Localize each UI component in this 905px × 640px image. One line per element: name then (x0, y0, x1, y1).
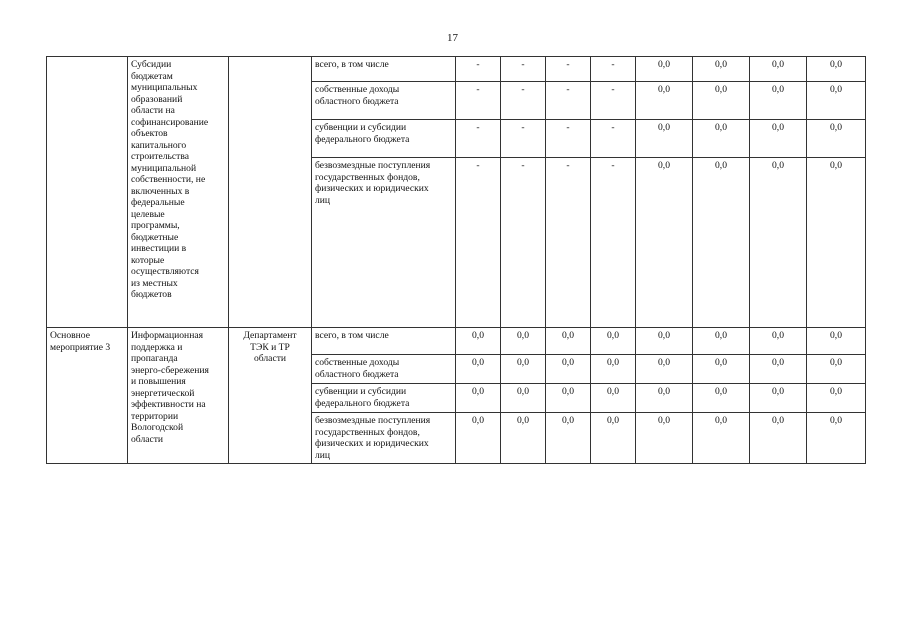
measure-name-line: энергетической (131, 387, 195, 399)
executor-line: ТЭК и ТР (250, 341, 290, 353)
value-cell: 0,0 (456, 328, 501, 355)
funding-source-line: всего, в том числе (315, 330, 389, 341)
value-cell: 0,0 (750, 413, 807, 464)
funding-source-cell (312, 355, 456, 384)
funding-source-line: областного бюджета (315, 95, 399, 107)
measure-name-line: капитального (131, 139, 187, 151)
funding-source-line: государственных фондов, (315, 171, 420, 183)
measure-name-line: пропаганда (131, 353, 178, 364)
value-cell: - (501, 57, 546, 82)
value-cell: - (546, 158, 591, 328)
value-cell: 0,0 (636, 82, 693, 120)
value-cell: - (501, 158, 546, 328)
value-cell: 0,0 (456, 413, 501, 464)
measure-name-line: целевые (131, 208, 165, 220)
measure-name-line: которые (131, 254, 165, 266)
funding-source-line: федерального бюджета (315, 397, 410, 409)
measure-name-line: федеральные (131, 197, 185, 208)
value-cell: 0,0 (807, 328, 866, 355)
measure-name-line: строительства (131, 151, 190, 162)
table-body (47, 57, 866, 464)
funding-source-cell (312, 384, 456, 413)
value-cell: 0,0 (636, 413, 693, 464)
value-cell: 0,0 (546, 384, 591, 413)
funding-source-line: лиц (315, 449, 331, 461)
value-cell: 0,0 (501, 328, 546, 355)
value-cell: 0,0 (636, 355, 693, 384)
value-cell: 0,0 (807, 355, 866, 384)
value-cell: 0,0 (750, 355, 807, 384)
page-number: 17 (447, 32, 458, 44)
funding-source-line: государственных фондов, (315, 426, 420, 438)
measure-name-line: муниципальных (131, 82, 198, 93)
table-row (47, 328, 866, 355)
value-cell: 0,0 (807, 57, 866, 82)
value-cell: 0,0 (693, 384, 750, 413)
value-cell: 0,0 (807, 82, 866, 120)
value-cell: 0,0 (591, 355, 636, 384)
value-cell: 0,0 (807, 413, 866, 464)
value-cell: 0,0 (636, 384, 693, 413)
funding-source-line: субвенции и субсидии (315, 122, 407, 133)
measure-name-line: Субсидии (131, 59, 172, 70)
value-cell: 0,0 (456, 355, 501, 384)
executor-line: Департамент (243, 330, 297, 341)
value-cell: - (546, 82, 591, 120)
measure-name-line: образований (131, 93, 183, 105)
value-cell: 0,0 (501, 384, 546, 413)
measure-name-line: бюджетные (131, 231, 179, 243)
measure-name-line: включенных в (131, 185, 190, 197)
funding-source-line: федерального бюджета (315, 133, 410, 145)
measure-name-line: эффективности на (131, 399, 206, 410)
funding-source-cell (312, 82, 456, 120)
measure-name-line: программы, (131, 220, 180, 231)
measure-name-line: муниципальной (131, 162, 197, 174)
value-cell: - (546, 57, 591, 82)
funding-source-cell (312, 328, 456, 355)
value-cell: - (456, 57, 501, 82)
value-cell: 0,0 (693, 120, 750, 158)
value-cell: - (591, 158, 636, 328)
value-cell: - (456, 158, 501, 328)
value-cell: 0,0 (501, 355, 546, 384)
measure-name-line: бюджетов (131, 289, 172, 300)
measure-name-cell (128, 57, 229, 328)
value-cell: - (501, 120, 546, 158)
measure-name-line: территории (131, 410, 179, 422)
measure-cell (47, 328, 128, 464)
measure-name-line: объектов (131, 128, 168, 139)
value-cell: 0,0 (693, 82, 750, 120)
value-cell: - (456, 82, 501, 120)
executor-cell (229, 328, 312, 464)
measure-name-line: области на (131, 105, 175, 116)
value-cell: 0,0 (591, 413, 636, 464)
value-cell: 0,0 (591, 384, 636, 413)
value-cell: 0,0 (501, 413, 546, 464)
value-cell: 0,0 (636, 57, 693, 82)
measure-name-line: бюджетам (131, 70, 173, 82)
funding-source-line: физических и юридических (315, 183, 429, 194)
funding-source-line: лиц (315, 194, 331, 206)
funding-source-line: собственные доходы (315, 84, 400, 95)
measure-line: мероприятие 3 (50, 341, 111, 353)
value-cell: 0,0 (807, 158, 866, 328)
value-cell: 0,0 (693, 355, 750, 384)
executor-cell (229, 57, 312, 328)
measure-name-line: Вологодской (131, 422, 184, 433)
funding-source-line: всего, в том числе (315, 59, 389, 70)
value-cell: - (591, 82, 636, 120)
measure-line: Основное (50, 330, 90, 341)
value-cell: - (546, 120, 591, 158)
value-cell: 0,0 (750, 82, 807, 120)
funding-source-line: субвенции и субсидии (315, 386, 407, 397)
value-cell: 0,0 (807, 384, 866, 413)
value-cell: 0,0 (591, 328, 636, 355)
budget-table (46, 56, 866, 464)
value-cell: 0,0 (750, 57, 807, 82)
value-cell: 0,0 (693, 158, 750, 328)
value-cell: 0,0 (546, 328, 591, 355)
value-cell: - (456, 120, 501, 158)
measure-name-cell (128, 328, 229, 464)
value-cell: - (591, 120, 636, 158)
funding-source-line: безвозмездные поступления (315, 160, 431, 171)
value-cell: 0,0 (636, 328, 693, 355)
funding-source-line: физических и юридических (315, 438, 429, 449)
value-cell: - (591, 57, 636, 82)
measure-name-line: Информационная (131, 330, 203, 341)
funding-source-cell (312, 120, 456, 158)
value-cell: 0,0 (693, 57, 750, 82)
measure-name-line: софинансирование (131, 116, 209, 128)
value-cell: 0,0 (456, 384, 501, 413)
funding-source-cell (312, 57, 456, 82)
value-cell: 0,0 (636, 120, 693, 158)
measure-name-line: и повышения (131, 376, 186, 387)
funding-source-line: безвозмездные поступления (315, 415, 431, 426)
value-cell: 0,0 (546, 413, 591, 464)
measure-cell (47, 57, 128, 328)
value-cell: 0,0 (750, 328, 807, 355)
value-cell: 0,0 (693, 413, 750, 464)
measure-name-line: энерго-сбережения (131, 364, 209, 376)
funding-source-cell (312, 158, 456, 328)
value-cell: 0,0 (546, 355, 591, 384)
measure-name-line: осуществляются (131, 266, 199, 277)
measure-name-line: из местных (131, 277, 178, 289)
measure-name-line: поддержка и (131, 341, 183, 353)
measure-name-line: собственности, не (131, 174, 206, 185)
value-cell: 0,0 (636, 158, 693, 328)
funding-source-cell (312, 413, 456, 464)
measure-name-line: инвестиции в (131, 243, 187, 254)
value-cell: 0,0 (693, 328, 750, 355)
value-cell: 0,0 (750, 158, 807, 328)
value-cell: 0,0 (750, 384, 807, 413)
funding-source-line: собственные доходы (315, 357, 400, 368)
executor-line: области (253, 353, 287, 364)
table-row (47, 57, 866, 82)
value-cell: 0,0 (807, 120, 866, 158)
funding-source-line: областного бюджета (315, 368, 399, 380)
value-cell: - (501, 82, 546, 120)
measure-name-line: области (131, 433, 164, 445)
value-cell: 0,0 (750, 120, 807, 158)
